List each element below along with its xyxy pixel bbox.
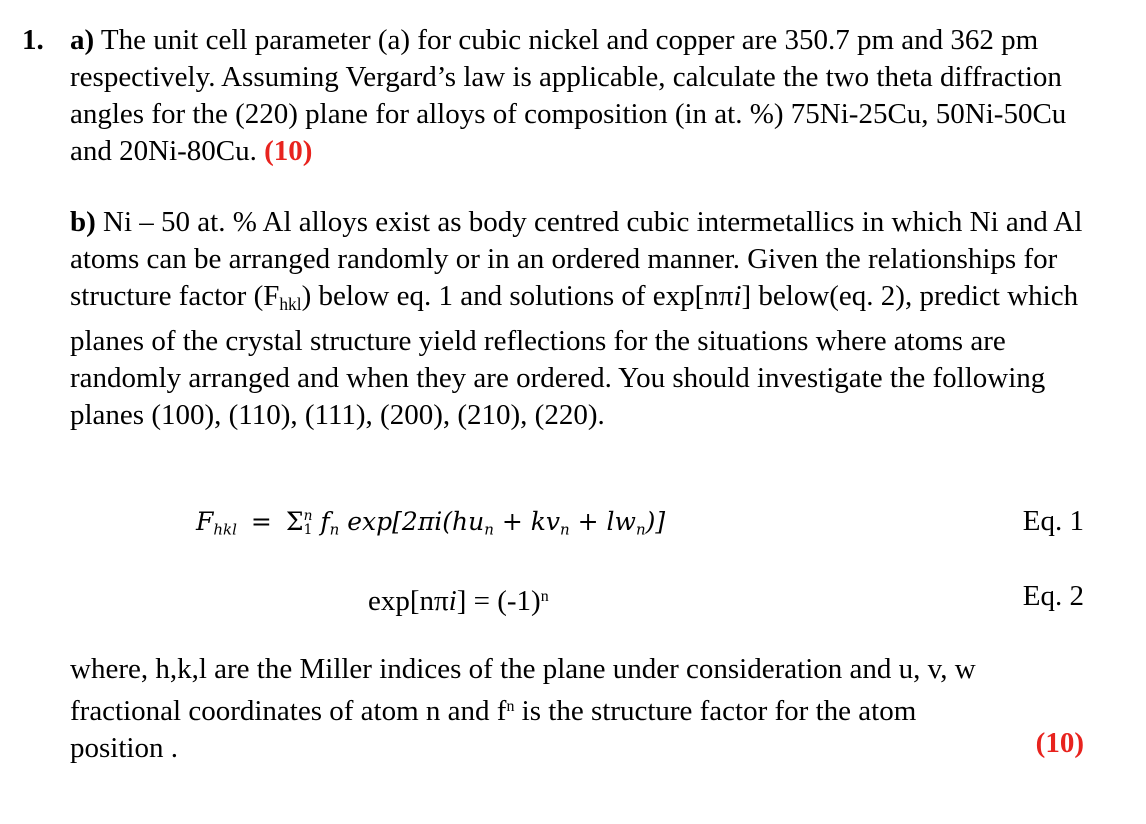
part-a-label: a) — [70, 24, 95, 56]
part-a-text: The unit cell parameter (a) for cubic nickel and copper are 350.7 pm and 362 pm respectively. Assuming Vergard’s law is applicable, calculate the two theta diffraction angles for the (220) plane for alloys of composition (in at. %) 75Ni-25Cu, 50Ni-50Cu and 20Ni-80Cu. — [70, 24, 1067, 167]
eq2-lhs-1: exp[nπ — [368, 584, 449, 617]
eq1-w-subscript: n — [635, 520, 646, 539]
eq1-lhs-subscript: hkl — [213, 520, 237, 539]
eq1-f-subscript: n — [329, 520, 340, 539]
eq1-sum-subscript: 1 — [303, 521, 313, 538]
eq2-i-italic: i — [448, 584, 457, 617]
equation-2-formula — [368, 578, 549, 620]
eq1-body-4: )] — [645, 507, 666, 536]
part-b-paragraph — [70, 204, 1100, 434]
eq1-equals: = — [250, 507, 272, 536]
eq1-u-subscript: n — [484, 520, 494, 539]
eq1-body-3: + lw — [569, 507, 636, 536]
eq1-body-1: exp[2πi(hu — [347, 507, 485, 536]
question-number: 1. — [22, 24, 44, 56]
eq1-lhs: F — [196, 507, 214, 536]
equation-2-label: Eq. 2 — [1022, 580, 1084, 612]
part-b-marks: (10) — [1035, 727, 1084, 759]
eq1-f: f — [320, 507, 330, 536]
definitions-f-superscript: n — [506, 698, 515, 715]
part-b-fhkl-subscript: hkl — [279, 294, 302, 315]
definitions-text-2: is the structure factor for the atom position . — [70, 694, 917, 764]
part-b-text-1: Ni – 50 at. % Al alloys exist as body centred cubic intermetallics in which Ni and Al atoms can be arranged randomly or in an ordered manner. Given the relationships for structure factor (F — [70, 206, 1083, 312]
eq1-sum-superscript: n — [303, 507, 313, 524]
equation-1-formula — [196, 503, 665, 549]
part-b-label: b) — [70, 206, 96, 238]
eq1-v-subscript: n — [560, 520, 570, 539]
part-b-text-2: ) below eq. 1 and solutions of exp[nπ — [301, 280, 734, 312]
definitions-text-1: where, h,k,l are the Miller indices of the plane under consideration and u, v, w fractional coordinates of atom n and f — [70, 653, 976, 727]
part-a-paragraph — [70, 22, 1100, 170]
definitions-paragraph — [70, 651, 1010, 767]
eq2-superscript: n — [540, 588, 549, 605]
part-b-text-3: ] below(eq. 2), predict which planes of the crystal structure yield reflections for the situations where atoms are randomly arranged and when they are ordered. You should investigate the following planes (100), (110), (111), (200), (210), (220). — [70, 280, 1079, 432]
equation-1-label: Eq. 1 — [1022, 505, 1084, 537]
eq1-sum-symbol: Σ — [285, 507, 304, 536]
eq2-lhs-2: ] = (-1) — [456, 584, 541, 617]
part-a-marks: (10) — [264, 135, 313, 167]
eq1-body-2: + kv — [493, 507, 561, 536]
part-b-i-italic: i — [733, 280, 742, 312]
